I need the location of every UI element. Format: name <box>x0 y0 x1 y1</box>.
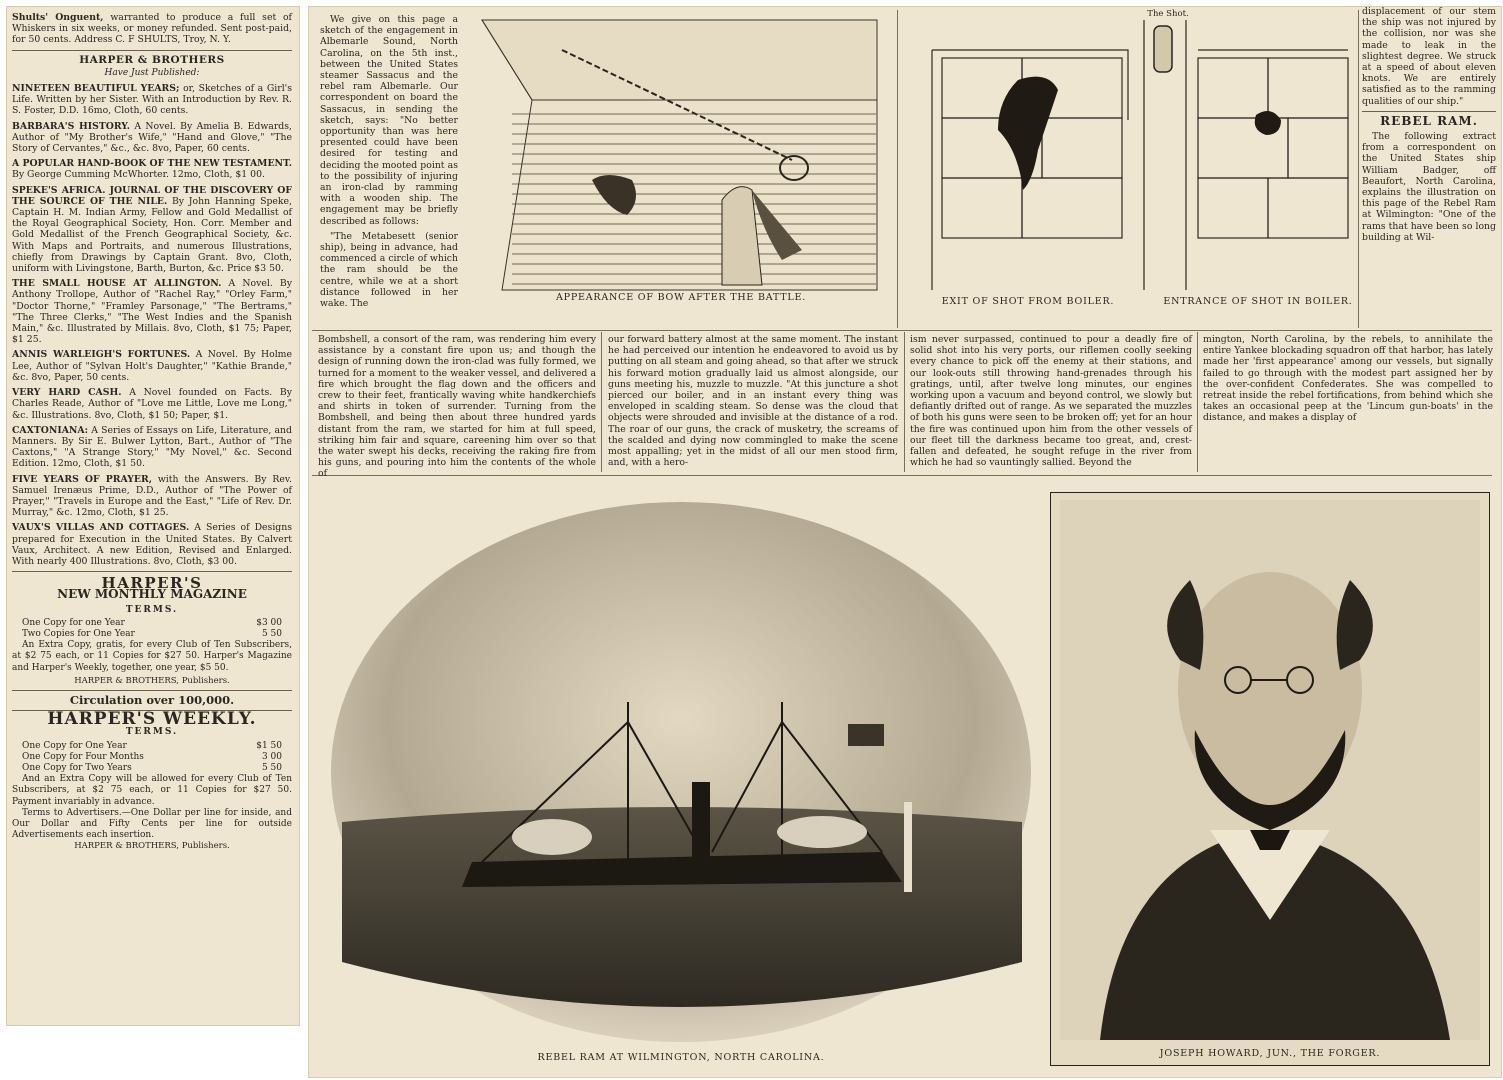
book-listing <box>12 349 292 383</box>
divider <box>904 332 905 472</box>
article-column-4 <box>1203 334 1493 472</box>
book-title: VERY HARD CASH. <box>12 387 122 399</box>
book-listing <box>12 158 292 180</box>
bow-illustration <box>472 10 890 308</box>
article-column-3-text: ism never surpassed, continued to pour a deadly fire of solid shot into his very ports, our riflemen coolly seeking every chance to pick off the enemy at their stations, and our look-outs still throwing hand-grenades through his gratings, until, after twelve long minutes, our engines working upon a vacuum and beyond control, we slowly but defiantly drifted out of range. As we separated the muzzles of both his guns were seen to be broken off; yet for an hour the fire was continued upon him from the other vessels of our fleet till the darkness became too great, and, crest-fallen and defeated, he sought refuge in the river from which he had so vauntingly sallied. Beyond the <box>910 334 1192 469</box>
weekly-advertisers: Terms to Advertisers.—One Dollar per line for inside, and Our Dollar and Fifty Cents per line for outside Advertisements each insertion. <box>12 807 292 841</box>
book-listing <box>12 425 292 470</box>
caption-portrait: JOSEPH HOWARD, JUN., THE FORGER. <box>1159 1048 1381 1059</box>
book-listing <box>12 185 292 275</box>
divider <box>312 330 1492 331</box>
book-description: A Novel. By Anthony Trollope, Author of "Rachel Ray," "Orley Farm," "Doctor Thorne," "Framley Parsonage," "The Bertrams," "The Three Clerks," "The West Indies and the Spanish Main," &c. Illustrated by Millais. 8vo, Cloth, $1 75; Paper, $1 25. <box>12 278 292 346</box>
article-right-column <box>1362 6 1496 334</box>
book-listing <box>12 387 292 421</box>
book-listing <box>12 522 292 567</box>
book-listing <box>12 474 292 519</box>
divider <box>12 50 292 51</box>
divider <box>601 332 602 472</box>
price-label: One Copy for one Year <box>22 617 125 628</box>
price-value: $1 50 <box>256 740 282 751</box>
price-label: One Copy for Four Months <box>22 751 144 762</box>
book-title: FIVE YEARS OF PRAYER, <box>12 473 152 485</box>
article-column-4-text: mington, North Carolina, by the rebels, to annihilate the entire Yankee blockading squadron off that harbor, has lately made her 'first appearance' among our vessels, but signally failed to go through with the modest part assigned her by the over-confident Confederates. She was compelled to retreat inside the rebel fortifications, from behind which she takes an occasional peep at the 'Lincum gun-boats' in the distance, and makes a display of <box>1203 334 1493 424</box>
price-label: One Copy for Two Years <box>22 762 132 773</box>
weekly-title: HARPER'S WEEKLY. <box>47 709 257 730</box>
article-column-3 <box>910 334 1192 472</box>
article-intro <box>320 14 458 336</box>
book-title: THE SMALL HOUSE AT ALLINGTON. <box>12 278 222 290</box>
magazine-subtitle: NEW MONTHLY MAGAZINE <box>57 587 247 602</box>
divider <box>12 690 292 691</box>
book-description: A Novel founded on Facts. By Charles Reade, Author of "Love me Little, Love me Long," &c. Illustrations. 8vo, Cloth, $1 50; Paper, $1. <box>12 387 292 421</box>
caption-the-shot: The Shot. <box>1147 9 1189 19</box>
portrait-engraving <box>1060 500 1480 1040</box>
circulation: Circulation over 100,000. <box>69 692 235 707</box>
book-title: A POPULAR HAND-BOOK OF THE NEW TESTAMENT. <box>12 158 292 170</box>
magazine-terms-label: TERMS. <box>125 604 179 615</box>
book-title: VAUX'S VILLAS AND COTTAGES. <box>12 522 190 534</box>
price-row <box>12 763 292 774</box>
harper-subheading: Have Just Published: <box>104 67 200 78</box>
book-title: CAXTONIANA: <box>12 424 89 436</box>
weekly-note: And an Extra Copy will be allowed for every Club of Ten Subscribers, at $2 75 each, or 11 Copies for $27 50. Payment invariably in advance. <box>12 774 292 807</box>
shults-ad-text: warranted to produce a full set of Whiskers in six weeks, or money refunded. Sent post-paid, for 50 cents. Address C. F SHULTS, Troy, N. Y. <box>12 12 293 46</box>
harper-heading: HARPER & BROTHERS <box>79 53 225 66</box>
magazine-title: HARPER'S <box>101 574 203 593</box>
book-title: ANNIS WARLEIGH'S FORTUNES. <box>12 349 191 361</box>
divider <box>1362 111 1496 112</box>
book-description: or, Sketches of a Girl's Life. Written by her Sister. With an Introduction by Rev. R. S. Foster, D.D. 16mo, Cloth, 60 cents. <box>12 83 293 117</box>
price-value: 5 50 <box>261 762 282 773</box>
divider <box>1358 10 1359 328</box>
caption-entrance-of-shot: ENTRANCE OF SHOT IN BOILER. <box>1163 296 1353 307</box>
book-description: with the Answers. By Rev. Samuel Irenæus Prime, D.D., Author of "The Power of Prayer," "Travels in Europe and the East," "Life of Rev. Dr. Murray," &c. 12mo, Cloth, $1 25. <box>12 473 292 519</box>
book-listing <box>12 278 292 345</box>
advertisement-column <box>12 12 292 1018</box>
magazine-publisher: HARPER & BROTHERS, Publishers. <box>74 675 230 686</box>
price-row <box>12 741 292 752</box>
weekly-terms <box>12 741 292 775</box>
price-value: $3 00 <box>256 617 282 628</box>
price-label: Two Copies for One Year <box>22 628 135 639</box>
book-description: By George Cumming McWhorter. 12mo, Cloth, $1 00. <box>12 169 265 181</box>
weekly-terms-label: TERMS. <box>125 727 179 738</box>
book-title: SPEKE'S AFRICA. JOURNAL OF THE DISCOVERY OF THE SOURCE OF THE NILE. <box>12 184 292 207</box>
article-column-1 <box>318 334 596 480</box>
article-column-2-text: our forward battery almost at the same moment. The instant he had perceived our intention he endeavored to avoid us by putting on all steam and going ahead, so that after we struck his forward motion gradually laid us almost alongside, our guns meeting his, muzzle to muzzle. "At this juncture a shot pierced our boiler, and in an instant every thing was enveloped in scalding steam. So dense was the cloud that objects were shrouded and invisible at the distance of a rod. The roar of our guns, the crack of musketry, the screams of the scalded and dying now commingled to make the scene most appalling; yet in the midst of all our men stood firm, and, with a hero- <box>608 334 898 469</box>
price-value: 3 00 <box>261 751 282 762</box>
article-intro-text-2: "The Metabesett (senior ship), being in advance, had commenced a circle of which the ram should be the centre, while we at a short distance followed in her wake. The <box>320 230 458 310</box>
rebel-ram-text: The following extract from a correspondent on the United States ship William Badger, off Beaufort, North Carolina, explains the illustration on this page of the Rebel Ram at Wilmington: "One of the rams that have been so long building at Wil- <box>1362 131 1496 243</box>
weekly-publisher: HARPER & BROTHERS, Publishers. <box>74 841 230 852</box>
boiler-illustration <box>918 10 1356 306</box>
rebel-ram-heading: REBEL RAM. <box>1380 113 1478 128</box>
book-description: A Series of Designs prepared for Execution in the United States. By Calvert Vaux, Architect. A new Edition, Revised and Enlarged. With nearly 400 Illustrations. 8vo, Cloth, $3 00. <box>12 522 293 567</box>
book-description: A Novel. By Holme Lee, Author of "Sylvan Holt's Daughter," "Kathie Brande," &c. 8vo, Paper, 50 cents. <box>12 349 292 383</box>
shults-ad-title: Shults' Onguent, <box>12 12 104 23</box>
price-row <box>12 629 292 640</box>
price-row <box>12 752 292 763</box>
book-title: NINETEEN BEAUTIFUL YEARS; <box>12 83 180 95</box>
divider <box>897 10 898 328</box>
magazine-note: An Extra Copy, gratis, for every Club of Ten Subscribers, at $2 75 each, or 11 Copies for $27 50. Harper's Magazine and Harper's Weekly, together, one year, $5 50. <box>12 640 292 673</box>
ship-engraving <box>322 492 1040 1064</box>
price-label: One Copy for One Year <box>22 740 127 751</box>
article-col4-top: displacement of our stem the ship was not injured by the collision, nor was she made to leak in the slightest degree. We struck at a speed of about eleven knots. We are entirely satisfied as to the ramming qualities of our ship." <box>1362 6 1496 107</box>
shults-ad <box>12 12 292 46</box>
article-column-1-text: Bombshell, a consort of the ram, was rendering him every assistance by a constant fire upon us; and though the design of running down the iron-clad was fully formed, we turned for a moment to the weaker vessel, and delivered a fire which brought the flag down and the officers and crew to their feet, frantically waving white handkerchiefs and shirts in token of surrender. Turning from the Bombshell, and being then about three hundred yards distant from the ram, we started for him at full speed, striking him fair and square, careening him over so that the water swept his decks, receiving the raking fire from his guns, and pouring into him the contents of the whole of <box>318 334 596 480</box>
book-description: By John Hanning Speke, Captain H. M. Indian Army, Fellow and Gold Medallist of the Royal Geographical Society, Hon. Corr. Member and Gold Medallist of the French Geographical Society, &c. With Maps and Portraits, and numerous Illustrations, chiefly from Drawings by Captain Grant. 8vo, Cloth, uniform with Livingstone, Barth, Burton, &c. Price $3 50. <box>12 195 293 275</box>
magazine-terms <box>12 618 292 640</box>
article-intro-text: We give on this page a sketch of the engagement in Albemarle Sound, North Carolina, on the 5th inst., between the United States steamer Sassacus and the rebel ram Albemarle. Our correspondent on board the Sassacus, in sending the sketch, says: "No better opportunity than was here presented could have been desired for testing and deciding the mooted point as to the possibility of injuring an iron-clad by ramming with a wooden ship. The engagement may be briefly described as follows: <box>320 14 458 227</box>
price-row <box>12 618 292 629</box>
caption-bow: APPEARANCE OF BOW AFTER THE BATTLE. <box>555 292 807 303</box>
divider <box>12 571 292 572</box>
article-column-2 <box>608 334 898 472</box>
book-description: A Novel. By Amelia B. Edwards, Author of "My Brother's Wife," "Hand and Glove," "The Story of Cervantes," &c., &c. 8vo, Paper, 60 cents. <box>12 120 292 155</box>
book-listing <box>12 121 292 155</box>
book-description: A Series of Essays on Life, Literature, and Manners. By Sir E. Bulwer Lytton, Bart., Author of "The Caxtons," "A Strange Story," "My Novel," &c. Second Edition. 12mo, Cloth, $1 50. <box>12 424 292 470</box>
caption-ship: REBEL RAM AT WILMINGTON, NORTH CAROLINA. <box>537 1052 825 1063</box>
caption-exit-of-shot: EXIT OF SHOT FROM BOILER. <box>941 296 1115 307</box>
book-title: BARBARA'S HISTORY. <box>12 120 130 132</box>
book-list <box>12 83 292 567</box>
price-value: 5 50 <box>261 628 282 639</box>
book-listing <box>12 83 292 117</box>
divider <box>1197 332 1198 472</box>
